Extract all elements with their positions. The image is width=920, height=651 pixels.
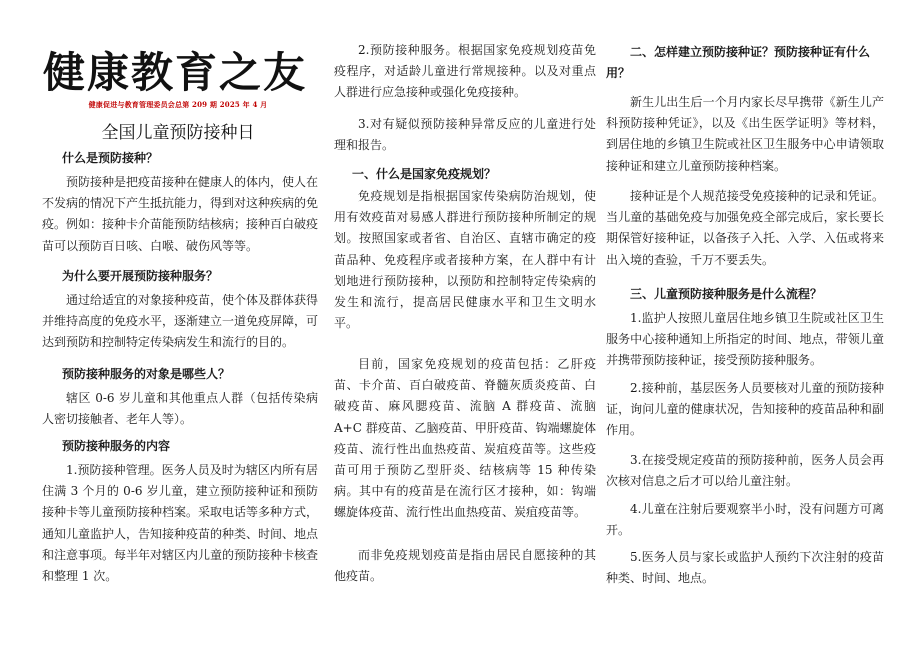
heading-vaccination-certificate: 二、怎样建立预防接种证？预防接种证有什么用？ bbox=[606, 45, 871, 80]
paragraph-vaccination-service: 2.预防接种服务。根据国家免疫规划疫苗免疫程序，对适龄儿童进行常规接种。以及对重点人群进行应急接种或强化免疫接种。 bbox=[334, 43, 596, 100]
heading-why-vaccination: 为什么要开展预防接种服务？ bbox=[62, 269, 219, 283]
heading-service-targets: 预防接种服务的对象是哪些人？ bbox=[62, 367, 231, 381]
heading-national-immunization: 一、什么是国家免疫规划？ bbox=[352, 167, 497, 181]
paragraph-non-program-vaccines: 而非免疫规划疫苗是指由居民自愿接种的其他疫苗。 bbox=[334, 548, 596, 584]
paragraph-service-targets: 辖区 0-6 岁儿童和其他重点人群（包括传染病人密切接触者、老年人等）。 bbox=[42, 391, 318, 427]
paragraph-adverse-reaction: 3.对有疑似预防接种异常反应的儿童进行处理和报告。 bbox=[334, 117, 596, 153]
paragraph-vaccine-list: 目前，国家免疫规划的疫苗包括：乙肝疫苗、卡介苗、百白破疫苗、脊髓灰质炎疫苗、白破疫苗、麻风腮疫苗、流脑 A 群疫苗、流脑 A+C 群疫苗、乙脑疫苗、甲肝疫苗、钩端螺旋体疫苗、流行性出血热疫苗、炭疽疫苗等。这些疫苗可用于预防乙型肝炎、结核病等 15 种传染病。其中有的疫苗是在流行区才接种，如：钩端螺旋体疫苗、流行性出血热疫苗、炭疽疫苗等。 bbox=[334, 357, 596, 520]
paragraph-process-step-1: 1.监护人按照儿童居住地乡镇卫生院或社区卫生服务中心接种通知上所指定的时间、地点，带领儿童并携带预防接种证，接受预防接种服务。 bbox=[606, 311, 884, 368]
heading-service-process: 三、儿童预防接种服务是什么流程？ bbox=[630, 287, 823, 301]
paragraph-process-step-2: 2.接种前，基层医务人员要核对儿童的预防接种证，询问儿童的健康状况，告知接种的疫苗品种和副作用。 bbox=[606, 381, 884, 438]
paragraph-process-step-5: 5.医务人员与家长或监护人预约下次注射的疫苗种类、时间、地点。 bbox=[606, 550, 884, 586]
heading-service-content: 预防接种服务的内容 bbox=[62, 439, 171, 453]
document-title: 全国儿童预防接种日 bbox=[101, 123, 255, 143]
heading-what-is-vaccination: 什么是预防接种？ bbox=[62, 151, 159, 165]
paragraph-process-step-4: 4.儿童在注射后要观察半小时，没有问题方可离开。 bbox=[606, 502, 884, 538]
masthead-title: 健康教育之友 bbox=[42, 48, 307, 97]
paragraph-immunization-definition: 免疫规划是指根据国家传染病防治规划，使用有效疫苗对易感人群进行预防接种所制定的规划。按照国家或者省、自治区、直辖市确定的疫苗品种、免疫程序或者接种方案，在人群中有计划地进行预防接种，以预防和控制特定传染病的发生和流行，提高居民健康水平和卫生文明水平。 bbox=[334, 189, 596, 331]
paragraph-vaccination-definition: 预防接种是把疫苗接种在健康人的体内，使人在不发病的情况下产生抵抗能力，得到对这种疾病的免疫。例如：接种卡介苗能预防结核病；接种百白破疫苗可以预防百日咳、白喉、破伤风等等。 bbox=[42, 175, 319, 253]
paragraph-why-vaccination: 通过给适宜的对象接种疫苗，使个体及群体获得并维持高度的免疫水平，逐渐建立一道免疫屏障，可达到预防和控制特定传染病发生和流行的目的。 bbox=[42, 293, 319, 350]
paragraph-vaccination-management: 1.预防接种管理。医务人员及时为辖区内所有居住满 3 个月的 0-6 岁儿童，建立预防接种证和预防接种卡等儿童预防接种档案。采取电话等多种方式，通知儿童监护人，告知接种疫苗的种类、时间、地点和注意事项。每半年对辖区内儿童的预防接种卡核查和整理 1 次。 bbox=[42, 463, 319, 584]
paragraph-certificate-purpose: 接种证是个人规范接受免疫接种的记录和凭证。当儿童的基础免疫与加强免疫全部完成后，家长要长期保管好接种证，以备孩子入托、入学、入伍或将来出入境的查验，千万不要丢失。 bbox=[606, 189, 884, 267]
paragraph-process-step-3: 3.在接受规定疫苗的预防接种前，医务人员会再次核对信息之后才可以给儿童注射。 bbox=[606, 453, 884, 489]
issue-subline: 健康促进与教育管理委员会总第 209 期 2025 年 4 月 bbox=[88, 100, 268, 109]
paragraph-certificate-application: 新生儿出生后一个月内家长尽早携带《新生儿产科预防接种凭证》，以及《出生医学证明》等材料，到居住地的乡镇卫生院或社区卫生服务中心申请领取接种证和建立儿童预防接种档案。 bbox=[606, 95, 884, 173]
